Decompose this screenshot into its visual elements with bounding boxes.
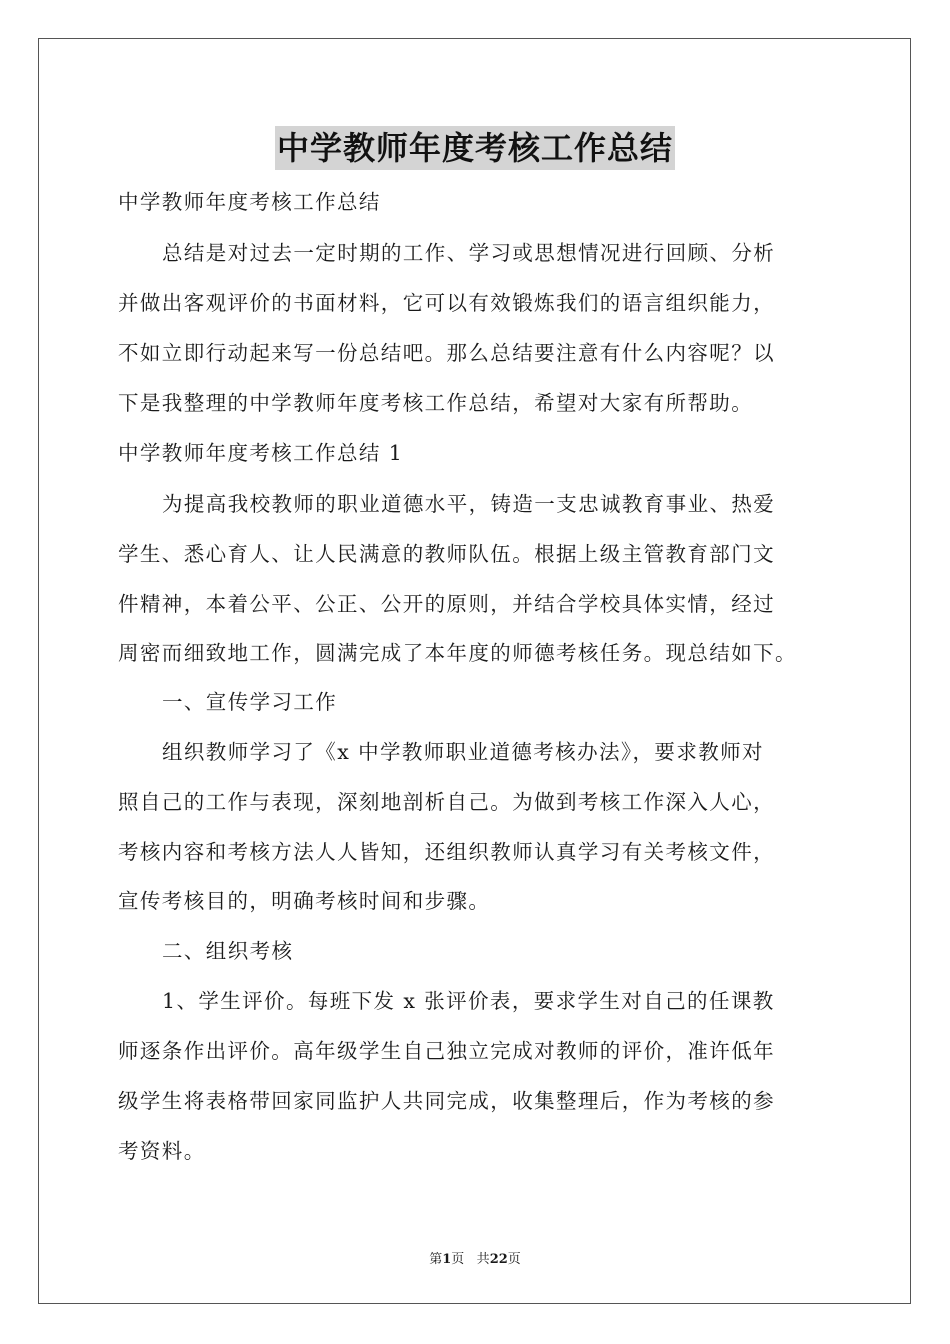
intro-line: 下是我整理的中学教师年度考核工作总结，希望对大家有所帮助。 xyxy=(118,391,754,415)
current-page: 1 xyxy=(442,1252,452,1267)
intro-line: 并做出客观评价的书面材料，它可以有效锻炼我们的语言组织能力， xyxy=(118,291,775,315)
page-border xyxy=(38,38,911,1304)
paragraph-line: 为提高我校教师的职业道德水平，铸造一支忠诚教育事业、热爱 xyxy=(162,492,776,516)
paragraph-line: 1、学生评价。每班下发 x 张评价表，要求学生对自己的任课教 xyxy=(162,989,775,1013)
paragraph-line: 师逐条作出评价。高年级学生自己独立完成对教师的评价，准许低年 xyxy=(118,1039,775,1063)
page-prefix: 第 xyxy=(429,1252,443,1267)
intro-line: 总结是对过去一定时期的工作、学习或思想情况进行回顾、分析 xyxy=(162,241,776,265)
total-pages: 22 xyxy=(489,1252,508,1267)
paragraph-line: 照自己的工作与表现，深刻地剖析自己。为做到考核工作深入人心， xyxy=(118,790,775,814)
subtitle: 中学教师年度考核工作总结 xyxy=(118,190,381,214)
paragraph-line: 学生、悉心育人、让人民满意的教师队伍。根据上级主管教育部门文 xyxy=(118,542,775,566)
total-suffix: 页 xyxy=(507,1252,521,1267)
total-prefix: 共 xyxy=(476,1252,490,1267)
heading-publicity: 一、宣传学习工作 xyxy=(162,690,338,714)
paragraph-line: 周密而细致地工作，圆满完成了本年度的师德考核任务。现总结如下。 xyxy=(118,641,797,665)
page-footer xyxy=(0,1248,950,1267)
paragraph-line: 考资料。 xyxy=(118,1139,206,1163)
intro-line: 不如立即行动起来写一份总结吧。那么总结要注意有什么内容呢？以 xyxy=(118,341,775,365)
title-container xyxy=(0,126,950,170)
page-mid: 页 xyxy=(451,1252,465,1267)
paragraph-line: 级学生将表格带回家同监护人共同完成，收集整理后，作为考核的参 xyxy=(118,1089,775,1113)
paragraph-line: 考核内容和考核方法人人皆知，还组织教师认真学习有关考核文件， xyxy=(118,840,775,864)
paragraph-line: 宣传考核目的，明确考核时间和步骤。 xyxy=(118,889,491,913)
paragraph-line: 组织教师学习了《x 中学教师职业道德考核办法》，要求教师对 xyxy=(162,740,764,764)
section-title: 中学教师年度考核工作总结 1 xyxy=(118,441,404,465)
heading-assessment: 二、组织考核 xyxy=(162,939,294,963)
paragraph-line: 件精神，本着公平、公正、公开的原则，并结合学校具体实情，经过 xyxy=(118,592,775,616)
document-title: 中学教师年度考核工作总结 xyxy=(275,126,675,170)
